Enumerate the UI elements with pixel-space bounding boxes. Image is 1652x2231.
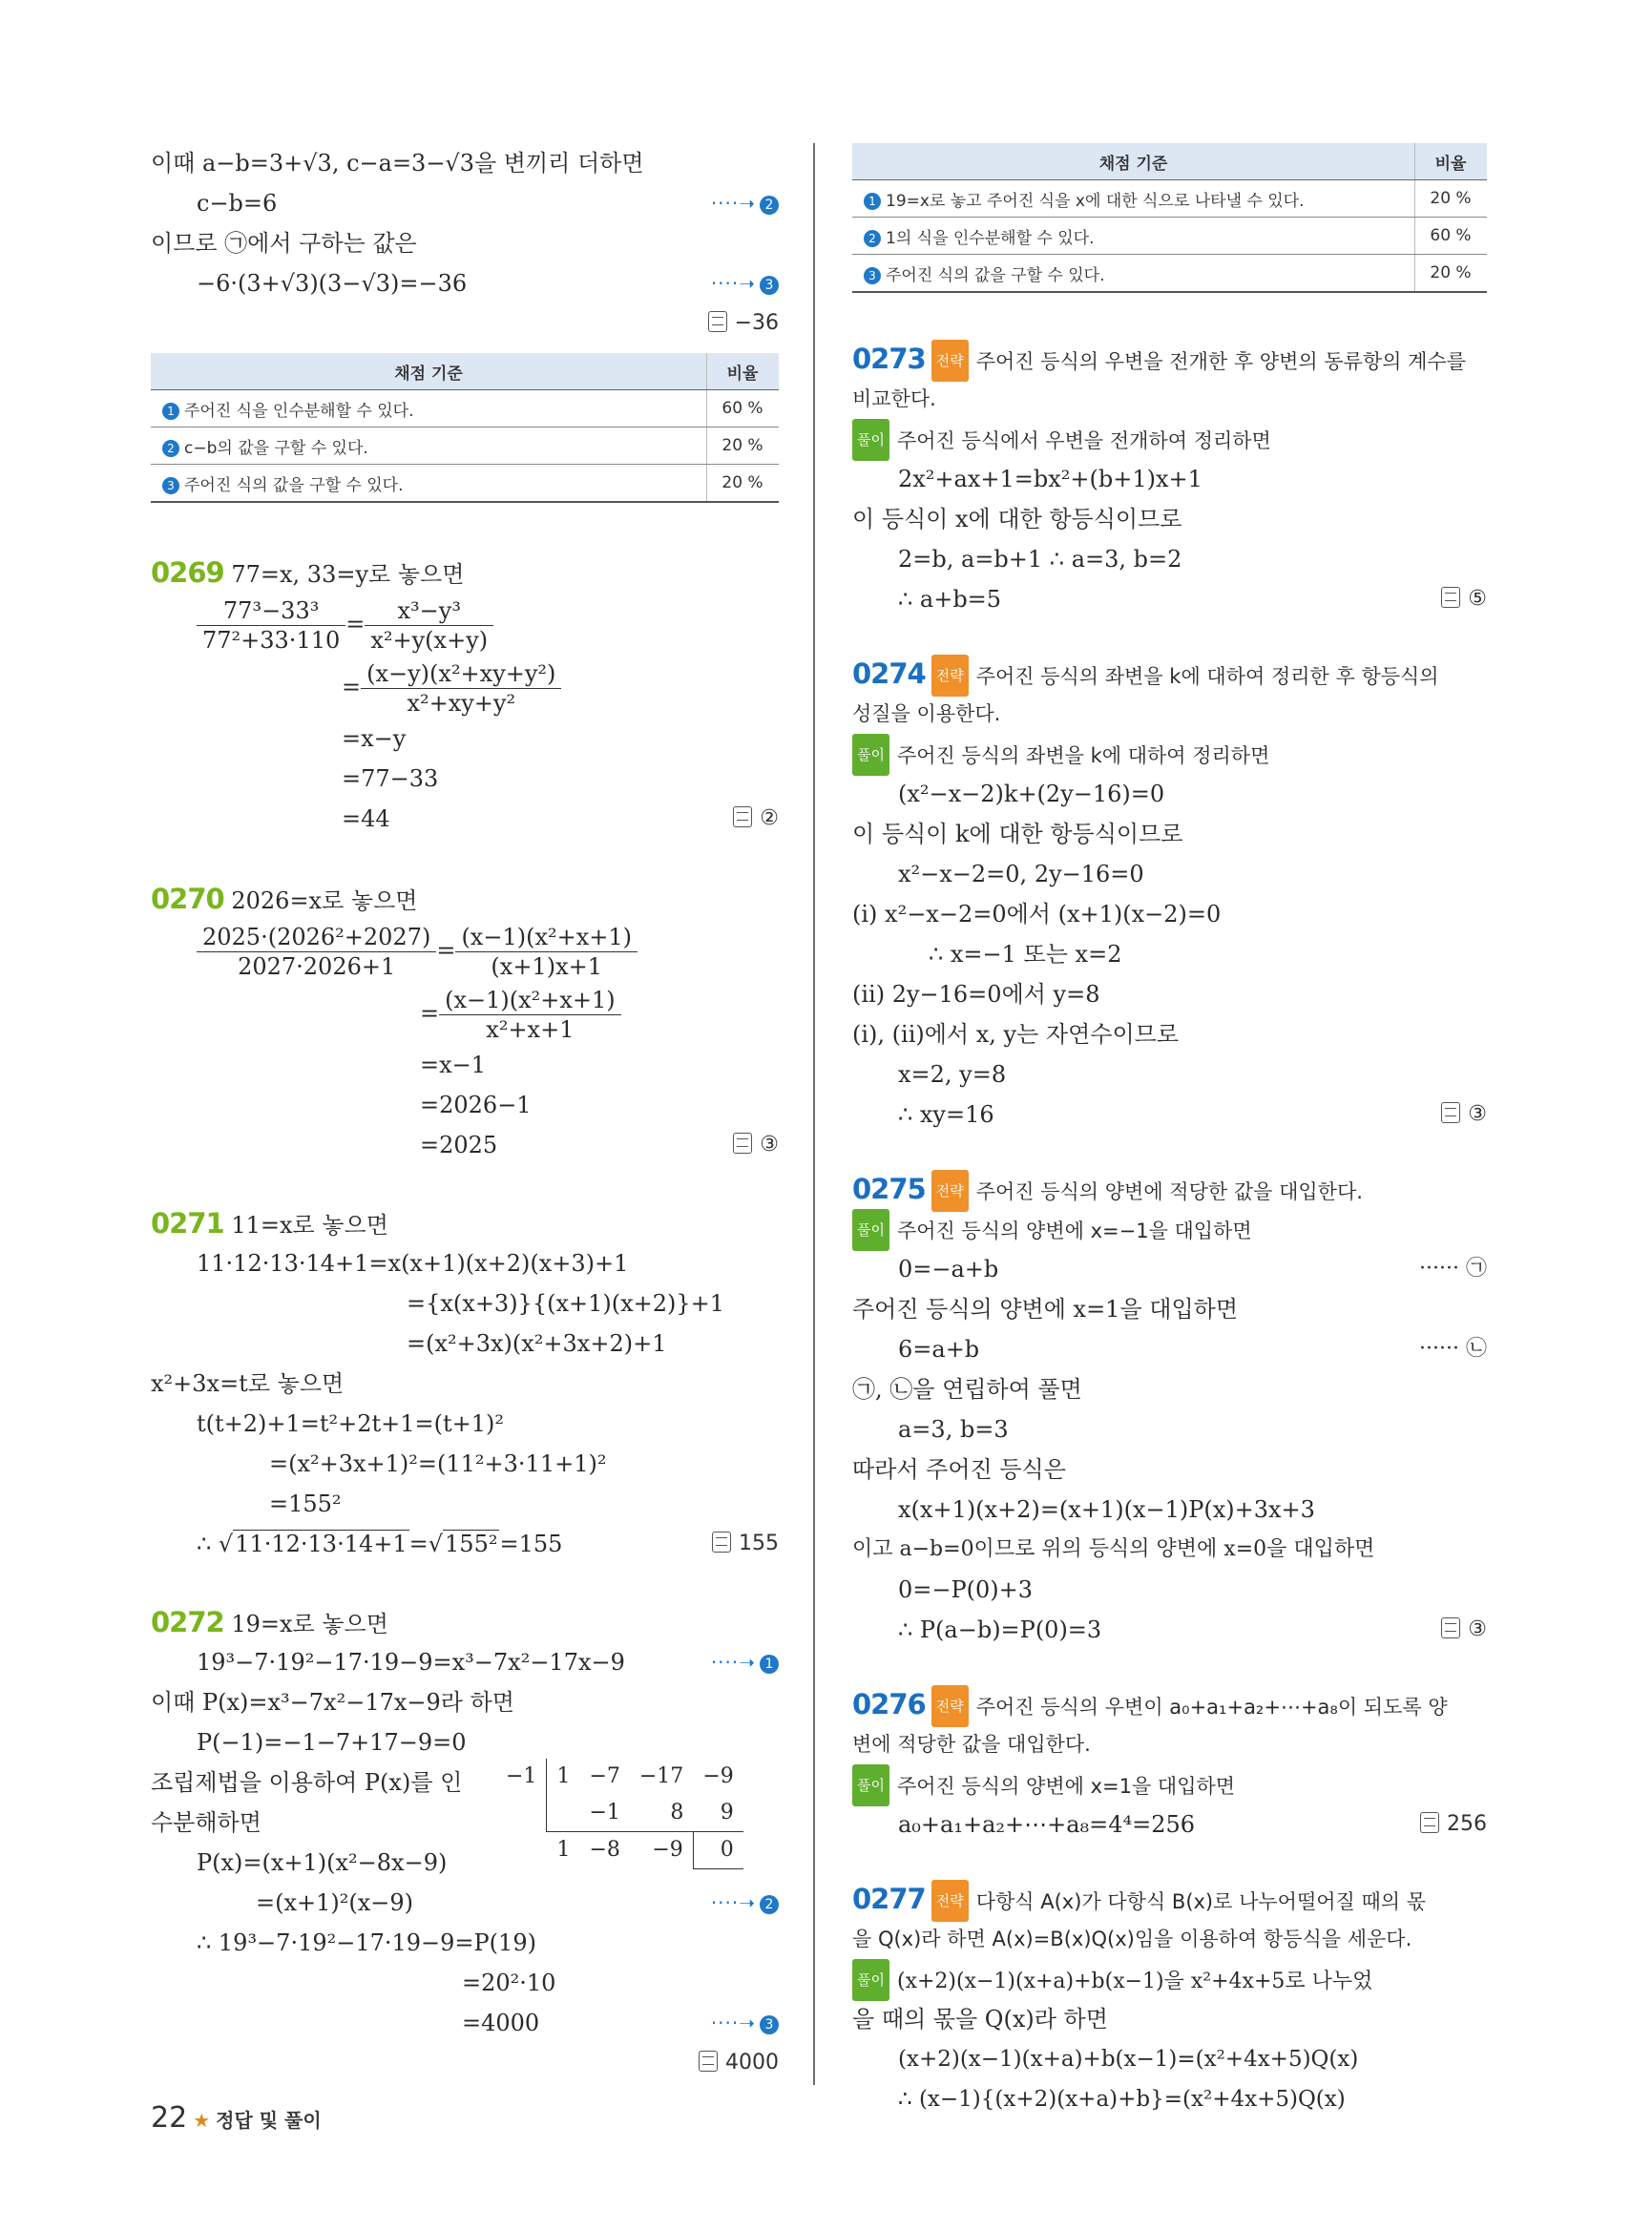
step-marker: ····➝ 3 [711,2003,779,2043]
problem-number: 0271 [151,1207,224,1240]
problem-number: 0277 [852,1883,926,1915]
answer-icon [708,311,727,332]
text-line: 수분해하면 [151,1809,261,1836]
text-line: a₀+a₁+a₂+⋯+a₈=4⁴=256 256 [852,1804,1487,1845]
answer-mark: 4000 [699,2043,779,2083]
table-header: 비율 [1415,143,1488,180]
problem-number: 0276 [852,1688,926,1720]
right-column [852,143,1487,2119]
text-line: =155² [269,1491,342,1517]
text-line: =4000 ····➝ 3 [151,2003,779,2043]
scoring-table [852,143,1487,293]
text-line: (ii) 2y−16=0에서 y=8 [852,981,1100,1008]
text-line: 이때 a−b=3+√3, c−a=3−√3을 변끼리 더하면 [151,150,644,177]
problem-0276: 0276 전략 주어진 등식의 우변이 a₀+a₁+a₂+⋯+a₈이 되도록 양 변에 적당한 값을 대입한다. 풀이 주어진 등식의 양변에 x=1을 대입하면 a₀+a₁+a₂+⋯+a₈=4⁴=256 256 [852,1684,1487,1845]
scoring-table [151,353,779,503]
text-line: =20²·10 [462,1970,556,1996]
text-line: 0=−a+b ······ ㉠ [852,1249,1487,1289]
text-line: 을 때의 몫을 Q(x)라 하면 [852,2006,1108,2033]
text-line: 조립제법을 이용하여 P(x)를 인 [151,1769,463,1796]
table-row: 1 주어진 식을 인수분해할 수 있다. 60 % [151,390,779,427]
text-line: =2025 ③ [151,1125,779,1165]
text-line: x²−x−2=0, 2y−16=0 [898,861,1144,887]
text-line: t(t+2)+1=t²+2t+1=(t+1)² [197,1410,505,1437]
strategy-tag: 전략 [931,1170,969,1212]
table-header: 채점 기준 [852,143,1415,180]
text-line: 19³−7·19²−17·19−9=x³−7x²−17x−9 ····➝ 1 [151,1642,779,1682]
fraction-line: $\frac{\text{77³−33³}}{\text{77²+33·110}}$ = $\frac{\text{x³−y³}}{\text{x²+y(x+y)}}$ [151,593,779,656]
text-line: 변에 적당한 값을 대입한다. [852,1733,1091,1756]
text-line: ∴ 19³−7·19²−17·19−9=P(19) [197,1929,536,1956]
answer-mark: ③ [733,1125,779,1165]
equation-ref: ······ ㉡ [1419,1337,1487,1361]
text-line: 이 등식이 x에 대한 항등식이므로 [852,506,1182,532]
text-line: ∴ (x−1){(x+2)(x+a)+b}=(x²+4x+5)Q(x) [898,2087,1346,2112]
problem-0277: 0277 전략 다항식 A(x)가 다항식 B(x)로 나누어떨어질 때의 몫 을 Q(x)라 하면 A(x)=B(x)Q(x)임을 이용하여 항등식을 세운다. 풀이 (x+2)(x−1)(x+a)+b(x−1)을 x²+4x+5로 나누었 을 때의 몫을 Q(x)라 하면 (x+2)(x−1)(x+a)+b(x−1)=(x²+4x+5)Q(x) ∴ (x−1){(x+2)(x+a)+b}=(x²+4x+5)Q(x) [852,1879,1487,2119]
equation-ref: ······ ㉠ [1419,1257,1487,1281]
answer-mark: 256 [1420,1804,1487,1845]
text-line: ㉠, ㉡을 연립하여 풀면 [852,1376,1082,1403]
table-row: 2 1의 식을 인수분해할 수 있다. 60 % [852,218,1487,255]
strategy-tag: 전략 [931,1880,969,1922]
table-header: 비율 [707,353,780,390]
answer-mark: 155 [712,1524,779,1564]
problem-number: 0269 [151,556,224,589]
text-line: 0=−P(0)+3 [898,1576,1034,1603]
text-line: =(x²+3x)(x²+3x+2)+1 [407,1330,667,1357]
solution-tag: 풀이 [852,734,889,776]
problem-number: 0274 [852,657,926,690]
strategy-tag: 전략 [931,1685,969,1727]
step-marker: ····➝ 2 [711,183,779,223]
table-row: 3 주어진 식의 값을 구할 수 있다. 20 % [151,465,779,503]
answer-mark: −36 [708,303,779,344]
problem-0273: 0273 전략 주어진 등식의 우변을 전개한 후 양변의 동류항의 계수를 비교한다. 풀이 주어진 등식에서 우변을 전개하여 정리하면 2x²+ax+1=bx²+(b+1)x+1 이 등식이 x에 대한 항등식이므로 2=b, a=b+1 ∴ a=3, b=2 ∴ a+b=5 ⑤ [852,339,1487,619]
problem-0269 [151,553,779,839]
text-line: 따라서 주어진 등식은 [852,1456,1066,1483]
problem-0272 [151,1602,779,2083]
step-marker: ····➝ 1 [711,1642,779,1682]
answer-icon [733,1133,752,1154]
page-number: 22 [151,2101,188,2135]
problem-lead: 77=x, 33=y로 놓으면 [231,561,465,588]
table-row: 2 c−b의 값을 구할 수 있다. 20 % [151,427,779,465]
text-line: 주어진 등식의 양변에 x=1을 대입하면 [852,1296,1239,1323]
answer-mark: ③ [1441,1610,1487,1650]
problem-lead: 11=x로 놓으면 [231,1212,388,1239]
problem-number: 0275 [852,1173,926,1205]
text-line: 이므로 ㉠에서 구하는 값은 [151,230,417,257]
problem-number: 0270 [151,883,224,915]
answer-line [151,2043,779,2083]
problem-number: 0273 [852,343,926,375]
fraction-line: = $\frac{\text{(x−1)(x²+x+1)}}{\text{x²+x+1}}$ [151,982,779,1045]
fraction-line: = $\frac{\text{(x−y)(x²+xy+y²)}}{\text{x²+xy+y²}}$ [151,656,779,719]
solution-tag: 풀이 [852,1209,889,1251]
answer-icon [699,2051,718,2072]
text-line: ={x(x+3)}{(x+1)(x+2)}+1 [407,1290,725,1317]
table-row: 1 19=x로 놓고 주어진 식을 x에 대한 식으로 나타낼 수 있다. 20 % [852,180,1487,218]
table-header: 채점 기준 [151,353,707,390]
answer-icon [1441,1617,1460,1638]
answer-mark: ⑤ [1441,579,1487,619]
problem-lead: 19=x로 놓으면 [231,1611,388,1637]
problem-lead: 2026=x로 놓으면 [231,887,418,914]
text-line: =x−1 [420,1052,487,1078]
solution-tag: 풀이 [852,1764,889,1806]
text-line: x²+3x=t로 놓으면 [151,1370,345,1397]
problem-0271 [151,1203,779,1564]
table-row: 3 주어진 식의 값을 구할 수 있다. 20 % [852,255,1487,293]
text-line: −6·(3+√3)(3−√3)=−36 ····➝ 3 [151,263,779,303]
text-line: =(x²+3x+1)²=(11²+3·11+1)² [269,1450,607,1477]
text-line: (x+2)(x−1)(x+a)+b(x−1)=(x²+4x+5)Q(x) [898,2047,1359,2072]
text-line: x(x+1)(x+2)=(x+1)(x−1)P(x)+3x+3 [898,1496,1315,1523]
text-line: 이때 P(x)=x³−7x²−17x−9라 하면 [151,1689,514,1716]
text-line: =44 ② [151,799,779,839]
text-line: P(x)=(x+1)(x²−8x−9) [197,1849,448,1876]
answer-icon [733,806,752,827]
text-line: 이고 a−b=0이므로 위의 등식의 양변에 x=0을 대입하면 [852,1537,1375,1561]
column-divider [813,143,815,2085]
answer-icon [1420,1812,1439,1833]
text-line: a=3, b=3 [898,1416,1009,1443]
fraction-line: $\frac{\text{2025·(2026²+2027)}}{2027\cdot 2026+1}$ = $\frac{\text{(x−1)(x²+x+1)}}{(x+1)x+1}$ [151,919,779,982]
text-line: 2=b, a=b+1 ∴ a=3, b=2 [898,546,1182,573]
text-line: =2026−1 [420,1092,532,1118]
strategy-tag: 전략 [931,340,969,382]
step-marker: ····➝ 3 [711,263,779,303]
problem-0274: 0274 전략 주어진 등식의 좌변을 k에 대하여 정리한 후 항등식의 성질을 이용한다. 풀이 주어진 등식의 좌변을 k에 대하여 정리하면 (x²−x−2)k+(2y−16)=0 이 등식이 k에 대한 항등식이므로 x²−x−2=0, 2y−16=0 (i) x²−x−2=0에서 (x+1)(x−2)=0 ∴ x=−1 또는 x=2 (ii) 2y−16=0에서 y=8 (i), (ii)에서 x, y는 자연수이므로 x=2, y=8 ∴ xy=16 ③ [852,654,1487,1135]
left-column [151,143,779,2083]
text-line: c−b=6 ····➝ 2 [151,183,779,223]
answer-icon [712,1532,731,1553]
text-line: =x−y [342,725,407,752]
problem-number: 0272 [151,1606,224,1638]
solution-tag: 풀이 [852,1959,889,2001]
solution-tag: 풀이 [852,419,889,461]
text-line: 비교한다. [852,387,936,410]
text-line: ∴ √11·12·13·14+1=√155²=155 155 [151,1524,779,1564]
text-line: =(x+1)²(x−9) ····➝ 2 [151,1883,779,1923]
step-marker: ····➝ 2 [711,1883,779,1923]
text-line: (x²−x−2)k+(2y−16)=0 [898,781,1165,807]
strategy-tag: 전략 [931,655,969,697]
footer-label: 정답 및 풀이 [216,2109,322,2132]
text-line: 2x²+ax+1=bx²+(b+1)x+1 [898,466,1202,492]
text-line: (i) x²−x−2=0에서 (x+1)(x−2)=0 [852,901,1222,928]
text-line: 11·12·13·14+1=x(x+1)(x+2)(x+3)+1 [197,1250,629,1277]
problem-0270 [151,879,779,1165]
text-line: 6=a+b ······ ㉡ [852,1329,1487,1369]
text-line: (i), (ii)에서 x, y는 자연수이므로 [852,1021,1180,1048]
answer-mark: ② [733,799,779,839]
text-line: 성질을 이용한다. [852,702,1001,725]
text-line: x=2, y=8 [898,1061,1007,1088]
answer-mark: ③ [1441,1095,1487,1135]
text-line: 을 Q(x)라 하면 A(x)=B(x)Q(x)임을 이용하여 항등식을 세운다. [852,1928,1412,1950]
text-line: =77−33 [342,765,439,792]
problem-0275: 0275 전략 주어진 등식의 양변에 적당한 값을 대입한다. 풀이 주어진 등식의 양변에 x=−1을 대입하면 0=−a+b ······ ㉠ 주어진 등식의 양변에 x=1을 대입하면 6=a+b ······ ㉡ ㉠, ㉡을 연립하여 풀면 a=3, b=3 따라서 주어진 등식은 x(x+1)(x+2)=(x+1)(x−1)P(x)+3x+3 이고 a−b=0이므로 위의 등식의 양변에 x=0을 대입하면 0=−P(0)+3 ∴ P(a−b)=P(0)=3 ③ [852,1169,1487,1650]
page-footer [151,2101,322,2135]
text-line: ∴ x=−1 또는 x=2 [929,941,1122,968]
star-icon: ★ [193,2109,211,2132]
text-line: ∴ a+b=5 ⑤ [852,579,1487,619]
text-line: ∴ xy=16 ③ [852,1095,1487,1135]
text-line: 이 등식이 k에 대한 항등식이므로 [852,821,1183,847]
synthetic-division: −1 1 −7 −17 −9 −1 8 9 1 −8 −9 0 [496,1759,743,1869]
answer-icon [1441,1102,1460,1123]
text-line: P(−1)=−1−7+17−9=0 [197,1729,467,1756]
text-line: ∴ P(a−b)=P(0)=3 ③ [852,1610,1487,1650]
answer-line [151,303,779,344]
answer-icon [1441,587,1460,608]
